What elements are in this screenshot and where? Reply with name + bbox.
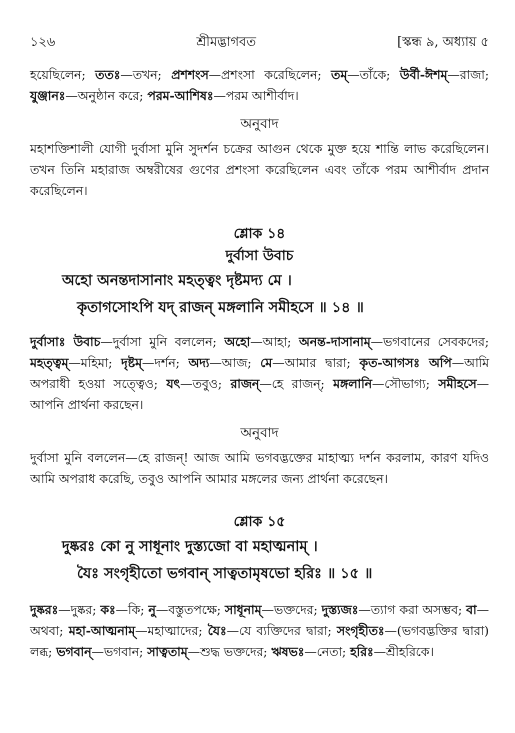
sanskrit-term: সাত্বতাম্ (147, 644, 188, 659)
sanskrit-term: তম্ (331, 67, 348, 82)
term-meaning: —হে রাজন্; (259, 376, 334, 391)
sanskrit-term: সাধূনাম্ (224, 602, 262, 617)
page-number: ১২৬ (30, 35, 56, 50)
sanskrit-term: রাজন্ (230, 376, 260, 391)
term-meaning: —আপনি প্রার্থনা করছেন। (30, 376, 489, 412)
sanskrit-term: দৃষ্টম্ (121, 355, 142, 370)
sanskrit-term: উর্বী-ঈশম্ (399, 67, 448, 82)
term-meaning: —তখন; (120, 67, 172, 82)
term-meaning: —যে ব্যক্তিদের দ্বারা; (226, 623, 337, 638)
term-meaning: —ভক্তদের; (261, 602, 322, 617)
sanskrit-term: মঙ্গলানি (333, 376, 373, 391)
term-meaning: —তাঁকে; (347, 67, 400, 82)
sanskrit-term: পরম-আশিষঃ (147, 88, 214, 103)
book-title: শ্রীমদ্ভাগবত (196, 35, 257, 50)
sanskrit-term: ততঃ (95, 67, 121, 82)
term-meaning: —দুষ্কর; (58, 602, 101, 617)
term-meaning: —আমার দ্বারা; (272, 355, 360, 370)
term-meaning: —আজ; (209, 355, 261, 370)
sanskrit-term: কৃত-আগসঃ অপি (359, 355, 452, 370)
term-meaning: —সৌভাগ্য; (372, 376, 439, 391)
sanskrit-term: অহো (224, 334, 251, 349)
term-meaning: —ভগবান; (91, 644, 148, 659)
term-meaning: —(ভগবদ্ভক্তির দ্বারা) লব্ধ; (30, 623, 489, 659)
translation-text: দুর্বাসা মুনি বললেন—হে রাজন্! আজ আমি ভগবদ্ভক্তের মাহাত্ম্য দর্শন করলাম, কারণ যদিও আমি অপরাধ করেছি, তবুও আপনি আমার মঙ্গলের জন্য প্রার্থনা করেছেন। (30, 450, 489, 486)
sanskrit-term: সমীহসে (438, 376, 477, 391)
sanskrit-term: নু (148, 602, 156, 617)
sanskrit-term: প্রশশংস (171, 67, 209, 82)
verse-text (30, 533, 489, 587)
verse-number-label: শ্লোক ১৪ (233, 226, 286, 242)
term-meaning: —দুর্বাসা মুনি বললেন; (100, 334, 225, 349)
sanskrit-term: যৈঃ (207, 623, 227, 638)
synonyms-13-continued (30, 64, 489, 106)
term-meaning: —মহাত্মাদের; (135, 623, 208, 638)
synonyms-15 (30, 599, 489, 662)
sanskrit-term: দুষ্করঃ (30, 602, 59, 617)
term-meaning: —আমি অপরাধী হওয়া সত্ত্বেও; (30, 355, 489, 391)
term-meaning: —নেতা; (304, 644, 351, 659)
sanskrit-term: যৎ (166, 376, 181, 391)
term-meaning: হয়েছিলেন; (30, 67, 96, 82)
term-meaning: —ভগবানের সেবকদের; (370, 334, 489, 349)
sanskrit-term: অনন্ত-দাসানাম্ (299, 334, 371, 349)
verse-line: অহো অনন্তদাসানাং মহত্ত্বং দৃষ্টমদ্য মে । (62, 272, 292, 289)
page-header (30, 34, 489, 51)
synonyms-14 (30, 331, 489, 415)
sanskrit-term: কঃ (100, 602, 116, 617)
verse-line: দুষ্করঃ কো নু সাধূনাং দুস্ত্যজো বা মহাত্মনাম্ । (62, 538, 318, 555)
term-meaning: —তবুও; (180, 376, 231, 391)
sanskrit-term: হরিঃ (350, 644, 374, 659)
translation-heading: অনুবাদ (240, 425, 279, 441)
term-meaning: —রাজা; (447, 67, 489, 82)
verse-line: যৈঃ সংগৃহীতো ভগবান্ সাত্বতামৃষভো হরিঃ ॥ ১৫ ॥ (77, 565, 373, 582)
sanskrit-term: অদ্য (188, 355, 210, 370)
term-meaning: —ত্যাগ করা অসম্ভব; (358, 602, 467, 617)
verse-speaker: দুর্বাসা উবাচ (225, 248, 294, 264)
verse-line: কৃতাগসোঽপি যদ্ রাজন্ মঙ্গলানি সমীহসে ॥ ১৪ ॥ (77, 299, 364, 316)
sanskrit-term: ঋষভঃ (271, 644, 305, 659)
term-meaning: —আহা; (250, 334, 300, 349)
term-meaning: —অথবা; (30, 602, 490, 638)
term-meaning: —শুদ্ধ ভক্তদের; (187, 644, 272, 659)
term-meaning: —দর্শন; (141, 355, 189, 370)
sanskrit-term: দুস্ত্যজঃ (321, 602, 359, 617)
term-meaning: —পরম আশীর্বাদ। (213, 88, 299, 103)
sanskrit-term: বা (466, 602, 477, 617)
sanskrit-term: যুঞ্জানঃ (30, 88, 66, 103)
sanskrit-term: সংগৃহীতঃ (336, 623, 385, 638)
verse-text (30, 267, 489, 321)
verse-number-label: শ্লোক ১৫ (233, 514, 286, 530)
sanskrit-term: মহত্ত্বম্ (30, 355, 69, 370)
term-meaning: —প্রশংসা করেছিলেন; (208, 67, 332, 82)
chapter-reference: [স্কন্ধ ৯, অধ্যায় ৫ (397, 35, 489, 50)
sanskrit-term: মে (260, 355, 273, 370)
term-meaning: —বস্তুতপক্ষে; (155, 602, 225, 617)
term-meaning: —শ্রীহরিকে। (373, 644, 434, 659)
sanskrit-term: ভগবান্ (56, 644, 92, 659)
sanskrit-term: দুর্বাসাঃ উবাচ (30, 334, 101, 349)
translation-heading: অনুবাদ (240, 116, 279, 132)
term-meaning: —অনুষ্ঠান করে; (65, 88, 148, 103)
translation-text: মহাশক্তিশালী যোগী দুর্বাসা মুনি সুদর্শন চক্রের আগুন থেকে মুক্ত হয়ে শান্তি লাভ করেছিলেন। তখন তিনি মহারাজ অম্বরীষের গুণের প্রশংসা করেছিলেন এবং তাঁকে পরম আশীর্বাদ প্রদান করেছিলেন। (30, 141, 489, 198)
term-meaning: —কি; (115, 602, 149, 617)
term-meaning: —মহিমা; (68, 355, 122, 370)
sanskrit-term: মহা-আত্মনাম্ (68, 623, 136, 638)
